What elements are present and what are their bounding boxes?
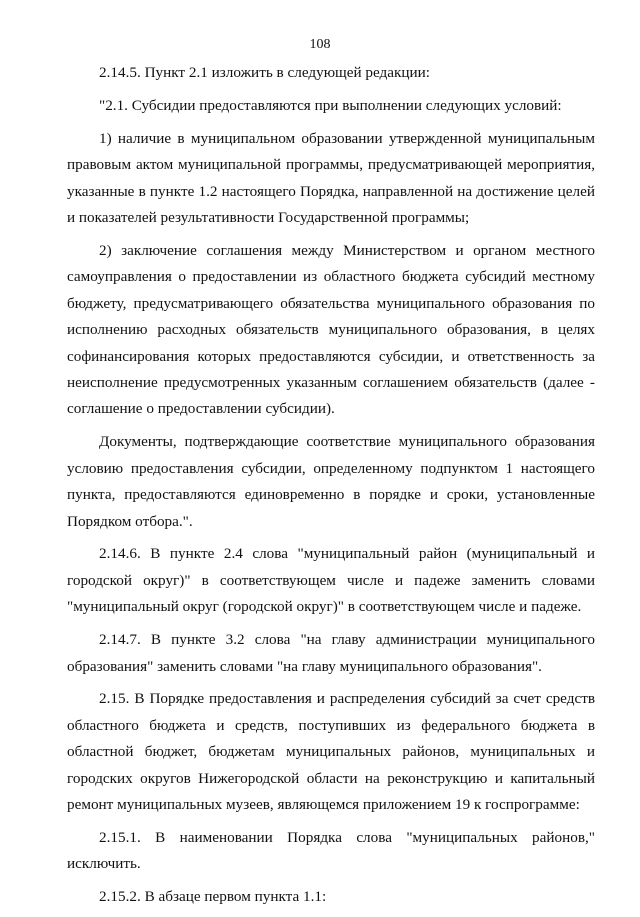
paragraph-2-15-1: 2.15.1. В наименовании Порядка слова "муниципальных районов," исключить. xyxy=(67,828,595,873)
paragraph-2-14-5: 2.14.5. Пункт 2.1 изложить в следующей редакции: xyxy=(99,64,430,81)
paragraph-condition-2: 2) заключение соглашения между Министерством и органом местного самоуправления о предоставлении из областного бюджета субсидий местному бюджету, предусматривающего обязательства муниципального образования по исполнению расходных обязательств муниципального образования, в целях софинансирования которых предоставляются субсидии, и ответственность за неисполнение предусмотренных указанным соглашением обязательств (далее - соглашение о предоставлении субсидии). xyxy=(67,241,595,418)
paragraph-2-15-2: 2.15.2. В абзаце первом пункта 1.1: xyxy=(99,888,327,906)
paragraph-2-1-intro: "2.1. Субсидии предоставляются при выполнении следующих условий: xyxy=(99,96,562,114)
page-number: 108 xyxy=(309,37,331,52)
paragraph-2-15: 2.15. В Порядке предоставления и распределения субсидий за счет средств областного бюджета и средств, поступивших из федерального бюджета в областной бюджет, бюджетам муниципальных районов, муниципальных и городских округов Нижегородской области на реконструкцию и капитальный ремонт муниципальных музеев, являющемся приложением 19 к госпрограмме: xyxy=(67,690,595,814)
paragraph-2-14-7: 2.14.7. В пункте 3.2 слова "на главу администрации муниципального образования" заменить словами "на главу муниципального образования". xyxy=(67,631,595,675)
document-body xyxy=(67,60,595,917)
paragraph-documents: Документы, подтверждающие соответствие муниципального образования условию предоставления субсидии, определенному подпунктом 1 настоящего пункта, предоставляются единовременно в порядке и сроки, установленные Порядком отбора.". xyxy=(67,433,595,530)
paragraph-2-14-6: 2.14.6. В пункте 2.4 слова "муниципальный район (муниципальный и городской округ)" в соответствующем числе и падеже заменить словами "муниципальный округ (городской округ)" в соответствующем числе и падеже. xyxy=(67,545,595,616)
paragraph-condition-1: 1) наличие в муниципальном образовании утвержденной муниципальным правовым актом муниципальной программы, предусматривающей мероприятия, указанные в пункте 1.2 настоящего Порядка, направленной на достижение целей и показателей результативности Государственной программы; xyxy=(67,129,595,227)
